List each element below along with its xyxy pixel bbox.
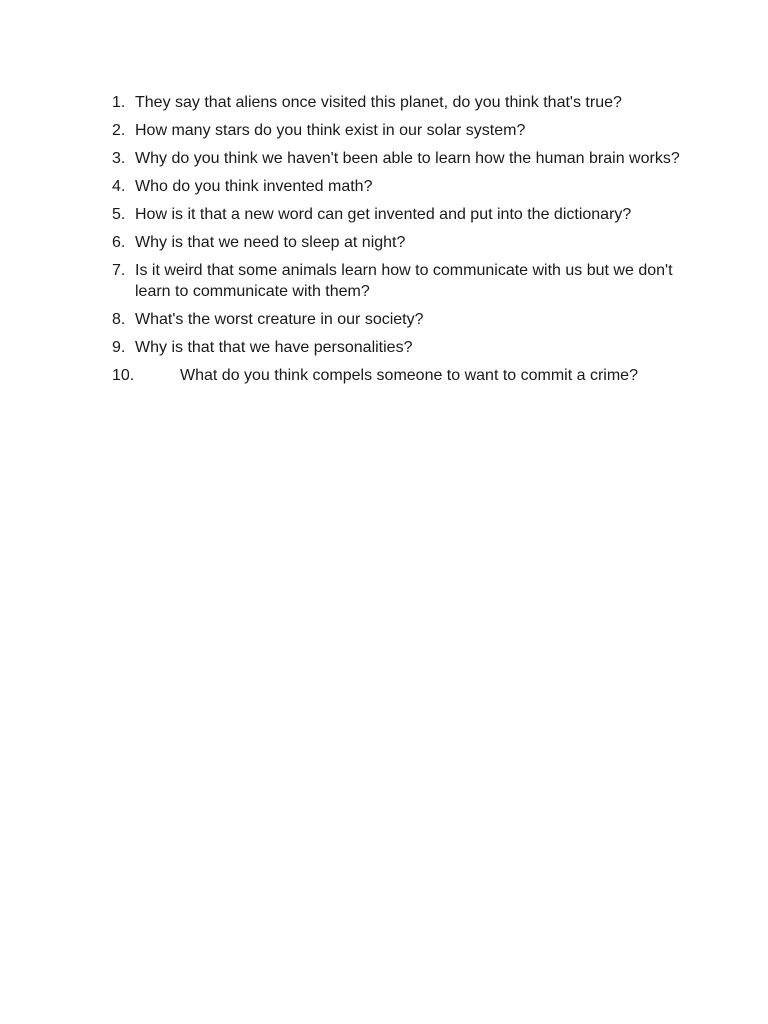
question-number: 1. <box>112 94 126 111</box>
question-text: What do you think compels someone to want to commit a crime? <box>180 367 638 384</box>
question-text: Is it weird that some animals learn how to communicate with us but we don't learn to communicate with them? <box>135 262 673 300</box>
question-list <box>112 92 692 393</box>
question-text: They say that aliens once visited this planet, do you think that's true? <box>135 94 622 111</box>
question-item <box>112 148 692 169</box>
question-text: What's the worst creature in our society? <box>135 311 424 328</box>
question-number: 6. <box>112 234 126 251</box>
question-item <box>112 309 692 330</box>
question-text: Why is that that we have personalities? <box>135 339 413 356</box>
question-text: Who do you think invented math? <box>135 178 373 195</box>
question-item <box>112 365 692 386</box>
question-number: 5. <box>112 206 126 223</box>
question-number: 4. <box>112 178 126 195</box>
question-item <box>112 92 692 113</box>
question-number: 10. <box>112 367 135 384</box>
question-item <box>112 204 692 225</box>
question-text: Why do you think we haven't been able to learn how the human brain works? <box>135 150 680 167</box>
question-text: How many stars do you think exist in our solar system? <box>135 122 526 139</box>
question-item <box>112 176 692 197</box>
question-item <box>112 260 692 302</box>
question-number: 9. <box>112 339 126 356</box>
question-item <box>112 120 692 141</box>
question-item <box>112 337 692 358</box>
question-item <box>112 232 692 253</box>
question-number: 8. <box>112 311 126 328</box>
question-text: Why is that we need to sleep at night? <box>135 234 406 251</box>
question-number: 2. <box>112 122 126 139</box>
question-number: 3. <box>112 150 126 167</box>
question-text: How is it that a new word can get invented and put into the dictionary? <box>135 206 632 223</box>
question-number: 7. <box>112 262 126 279</box>
